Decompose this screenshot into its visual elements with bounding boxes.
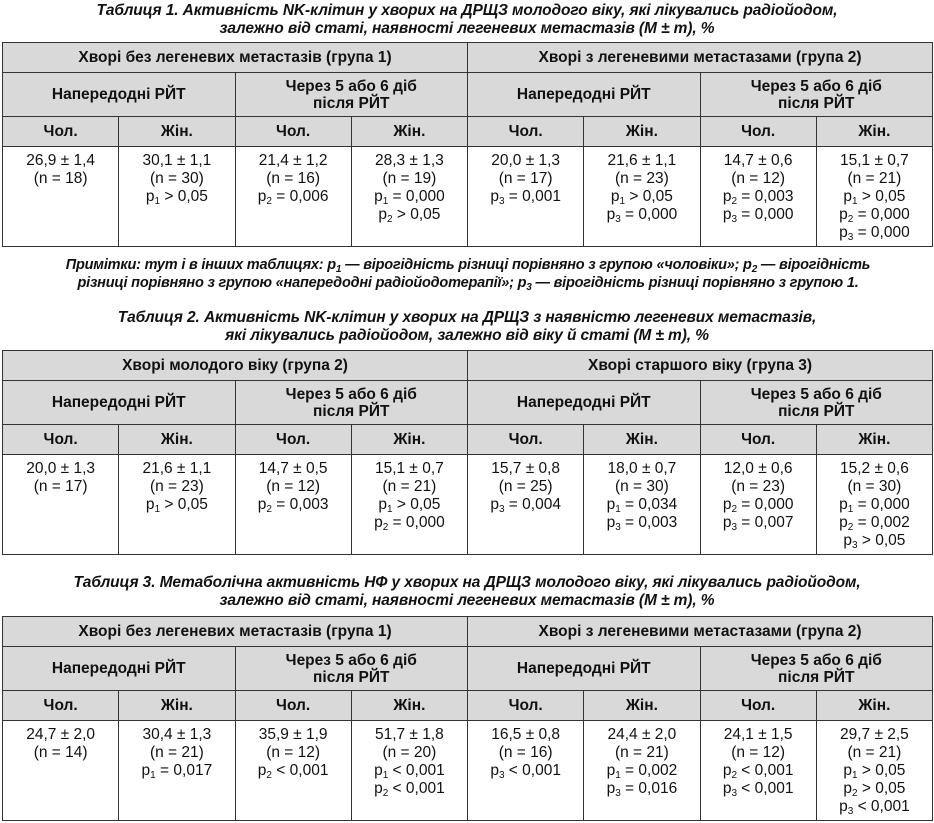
value-line: $p_2 > 0,05$ (378, 206, 441, 225)
data-cell (351, 455, 467, 555)
value-line: (n = 21) (847, 170, 902, 187)
group-header: Хворі без легеневих метастазів (група 1) (3, 617, 468, 647)
group-header: Хворі з легеневими метастазами (група 2) (468, 43, 933, 73)
value-line: $p_1 = 0,000$ (839, 496, 910, 515)
period-header-line: Через 5 або 6 діб (285, 77, 417, 95)
value-line: $p_3 = 0,016$ (606, 780, 678, 799)
data-cell (584, 455, 700, 555)
value-line: $p_1 = 0,000$ (374, 188, 445, 207)
period-header-line: після РЙТ (778, 402, 855, 420)
data-cell (468, 455, 584, 555)
period-header-before: Напередодні РЙТ (468, 381, 701, 425)
value-line: (n = 14) (33, 744, 88, 761)
data-cell (351, 721, 467, 821)
value-line: (n = 19) (382, 170, 437, 187)
value-line: (n = 12) (731, 744, 786, 761)
value-line: (n = 23) (149, 478, 204, 495)
value-line: $p_2 = 0,006$ (257, 188, 329, 207)
value-line: 51,7 ± 1,8 (374, 726, 444, 743)
caption-line: Таблиця 1. Активність NK-клітин у хворих на ДРЩЗ молодого віку, які лікувались радіойодом, (96, 2, 838, 19)
period-header-line: Через 5 або 6 діб (750, 651, 882, 669)
data-cell (700, 147, 816, 247)
value-line: $p_3 = 0,007$ (722, 514, 794, 533)
value-line: (n = 30) (614, 478, 669, 495)
value-line: 14,7 ± 0,5 (258, 460, 328, 477)
data-cell (816, 147, 932, 247)
period-header-before: Напередодні РЙТ (3, 73, 236, 117)
data-cell (235, 721, 351, 821)
value-line: (n = 17) (33, 478, 88, 495)
sex-header: Чол. (468, 691, 584, 721)
group-header: Хворі молодого віку (група 2) (3, 351, 468, 381)
value-line: 20,0 ± 1,3 (491, 152, 561, 169)
value-line: 28,3 ± 1,3 (374, 152, 444, 169)
period-header-line: Через 5 або 6 діб (285, 385, 417, 403)
data-cell (3, 147, 119, 247)
value-line: (n = 16) (266, 170, 321, 187)
value-line: (n = 23) (731, 478, 786, 495)
data-cell (3, 455, 119, 555)
value-line: (n = 30) (847, 478, 902, 495)
value-line: (n = 30) (149, 170, 204, 187)
notes-line: Примітки: тут і в інших таблицях: $p_1$ — вірогідність різниці порівняно з групою «чоловіки»; $p_2$ — вірогідність (65, 257, 871, 275)
period-header-after (235, 647, 468, 691)
value-line: 12,0 ± 0,6 (723, 460, 793, 477)
sex-header: Чол. (700, 117, 816, 147)
value-line: $p_1 > 0,05$ (610, 188, 673, 207)
caption-line: Таблиця 3. Метаболічна активність НФ у хворих на ДРЩЗ молодого віку, які лікувались радіойодом, (73, 574, 861, 591)
group-header: Хворі старшого віку (група 3) (468, 351, 933, 381)
value-line: 24,7 ± 2,0 (26, 726, 96, 743)
value-line: (n = 18) (33, 170, 88, 187)
sex-header: Жін. (119, 425, 235, 455)
value-line: 21,6 ± 1,1 (607, 152, 677, 169)
value-line: (n = 17) (498, 170, 553, 187)
table1-caption (0, 2, 934, 38)
notes-line: різниці порівняно з групою «напередодні радіойодотерапії»; $p_3$ — вірогідність різниці порівняно з групою 1. (77, 275, 859, 293)
value-line: $p_1 > 0,05$ (843, 188, 906, 207)
data-cell (119, 147, 235, 247)
data-cell (816, 721, 932, 821)
sex-header: Чол. (3, 425, 119, 455)
value-line: (n = 21) (614, 744, 669, 761)
period-header-after (700, 647, 933, 691)
group-header: Хворі без легеневих метастазів (група 1) (3, 43, 468, 73)
data-cell (700, 455, 816, 555)
value-line: 15,1 ± 0,7 (374, 460, 444, 477)
data-cell (119, 721, 235, 821)
value-line: $p_1 = 0,002$ (606, 762, 678, 781)
sex-header: Жін. (351, 691, 467, 721)
table2 (2, 350, 933, 555)
value-line: 15,1 ± 0,7 (839, 152, 909, 169)
value-line: (n = 12) (731, 170, 786, 187)
period-header-before: Напередодні РЙТ (468, 73, 701, 117)
value-line: 26,9 ± 1,4 (26, 152, 96, 169)
sex-header: Жін. (119, 117, 235, 147)
value-line: (n = 16) (498, 744, 553, 761)
sex-header: Чол. (3, 691, 119, 721)
sex-header: Жін. (584, 117, 700, 147)
value-line: 24,4 ± 2,0 (607, 726, 677, 743)
period-header-before: Напередодні РЙТ (3, 647, 236, 691)
period-header-after (235, 73, 468, 117)
sex-header: Чол. (235, 425, 351, 455)
value-line: $p_1 > 0,05$ (145, 496, 208, 515)
table1 (2, 42, 933, 247)
data-cell (235, 455, 351, 555)
caption-line: залежно від статі, наявності легеневих метастазів (M ± m), % (219, 592, 715, 609)
data-cell (816, 455, 932, 555)
sex-header: Жін. (816, 691, 932, 721)
sex-header: Чол. (235, 691, 351, 721)
period-header-after (700, 73, 933, 117)
data-cell (584, 147, 700, 247)
value-line: 29,7 ± 2,5 (839, 726, 909, 743)
value-line: $p_1 < 0,001$ (374, 762, 445, 781)
value-line: 15,7 ± 0,8 (491, 460, 561, 477)
period-header-line: Через 5 або 6 діб (750, 77, 882, 95)
value-line: (n = 20) (382, 744, 437, 761)
sex-header: Жін. (584, 691, 700, 721)
period-header-before: Напередодні РЙТ (468, 647, 701, 691)
value-line: $p_3 < 0,001$ (722, 780, 794, 799)
value-line: 15,2 ± 0,6 (839, 460, 909, 477)
value-line: $p_3 = 0,003$ (606, 514, 678, 533)
period-header-line: Через 5 або 6 діб (750, 385, 882, 403)
sex-header: Чол. (700, 425, 816, 455)
sex-header: Чол. (3, 117, 119, 147)
table3 (2, 616, 933, 821)
value-line: $p_3 = 0,000$ (606, 206, 678, 225)
value-line: $p_3 = 0,004$ (490, 496, 561, 515)
sex-header: Жін. (351, 117, 467, 147)
value-line: $p_3 < 0,001$ (490, 762, 561, 781)
value-line: $p_2 > 0,05$ (843, 780, 906, 799)
value-line: $p_3 > 0,05$ (843, 532, 906, 551)
caption-line: залежно від статі, наявності легеневих метастазів (M ± m), % (219, 20, 715, 37)
value-line: 16,5 ± 0,8 (491, 726, 561, 743)
value-line: 35,9 ± 1,9 (258, 726, 328, 743)
sex-header: Чол. (235, 117, 351, 147)
data-cell (119, 455, 235, 555)
data-cell (235, 147, 351, 247)
sex-header: Чол. (468, 117, 584, 147)
table2-caption (0, 309, 934, 345)
sex-header: Жін. (119, 691, 235, 721)
value-line: $p_2 = 0,003$ (722, 188, 794, 207)
value-line: $p_1 > 0,05$ (843, 762, 906, 781)
value-line: (n = 21) (382, 478, 437, 495)
period-header-line: після РЙТ (313, 94, 390, 112)
value-line: 21,6 ± 1,1 (142, 460, 212, 477)
value-line: $p_2 < 0,001$ (257, 762, 329, 781)
value-line: $p_3 = 0,000$ (722, 206, 794, 225)
value-line: $p_2 = 0,002$ (839, 514, 910, 533)
period-header-line: після РЙТ (778, 668, 855, 686)
period-header-line: після РЙТ (313, 402, 390, 420)
value-line: $p_2 = 0,000$ (374, 514, 445, 533)
value-line: 21,4 ± 1,2 (258, 152, 328, 169)
data-cell (3, 721, 119, 821)
value-line: (n = 21) (149, 744, 204, 761)
period-header-after (235, 381, 468, 425)
value-line: $p_1 = 0,017$ (141, 762, 213, 781)
value-line: $p_3 = 0,001$ (490, 188, 561, 207)
caption-line: Таблиця 2. Активність NK-клітин у хворих на ДРЩЗ з наявністю легеневих метастазів, (117, 309, 817, 326)
table3-caption (0, 574, 934, 610)
sex-header: Чол. (468, 425, 584, 455)
value-line: $p_1 > 0,05$ (145, 188, 208, 207)
value-line: $p_2 = 0,003$ (257, 496, 329, 515)
sex-header: Жін. (816, 117, 932, 147)
value-line: $p_1 > 0,05$ (378, 496, 441, 515)
data-cell (584, 721, 700, 821)
period-header-after (700, 381, 933, 425)
value-line: (n = 25) (498, 478, 553, 495)
notes (4, 256, 932, 292)
value-line: $p_2 = 0,000$ (839, 206, 910, 225)
value-line: (n = 23) (614, 170, 669, 187)
sex-header: Чол. (700, 691, 816, 721)
value-line: 30,1 ± 1,1 (142, 152, 212, 169)
value-line: 30,4 ± 1,3 (142, 726, 212, 743)
value-line: $p_3 = 0,000$ (839, 224, 910, 243)
sex-header: Жін. (351, 425, 467, 455)
group-header: Хворі з легеневими метастазами (група 2) (468, 617, 933, 647)
value-line: 18,0 ± 0,7 (607, 460, 677, 477)
sex-header: Жін. (584, 425, 700, 455)
data-cell (351, 147, 467, 247)
period-header-line: після РЙТ (313, 668, 390, 686)
caption-line: які лікувались радіойодом, залежно від віку й статі (M ± m), % (225, 327, 709, 344)
data-cell (700, 721, 816, 821)
value-line: $p_3 < 0,001$ (839, 798, 910, 817)
value-line: $p_2 = 0,000$ (722, 496, 794, 515)
value-line: (n = 12) (266, 744, 321, 761)
value-line: 24,1 ± 1,5 (723, 726, 793, 743)
value-line: $p_1 = 0,034$ (606, 496, 678, 515)
data-cell (468, 721, 584, 821)
value-line: 20,0 ± 1,3 (26, 460, 96, 477)
value-line: $p_2 < 0,001$ (722, 762, 794, 781)
value-line: 14,7 ± 0,6 (723, 152, 793, 169)
period-header-before: Напередодні РЙТ (3, 381, 236, 425)
period-header-line: після РЙТ (778, 94, 855, 112)
value-line: $p_2 < 0,001$ (374, 780, 445, 799)
period-header-line: Через 5 або 6 діб (285, 651, 417, 669)
data-cell (468, 147, 584, 247)
value-line: (n = 12) (266, 478, 321, 495)
sex-header: Жін. (816, 425, 932, 455)
value-line: (n = 21) (847, 744, 902, 761)
